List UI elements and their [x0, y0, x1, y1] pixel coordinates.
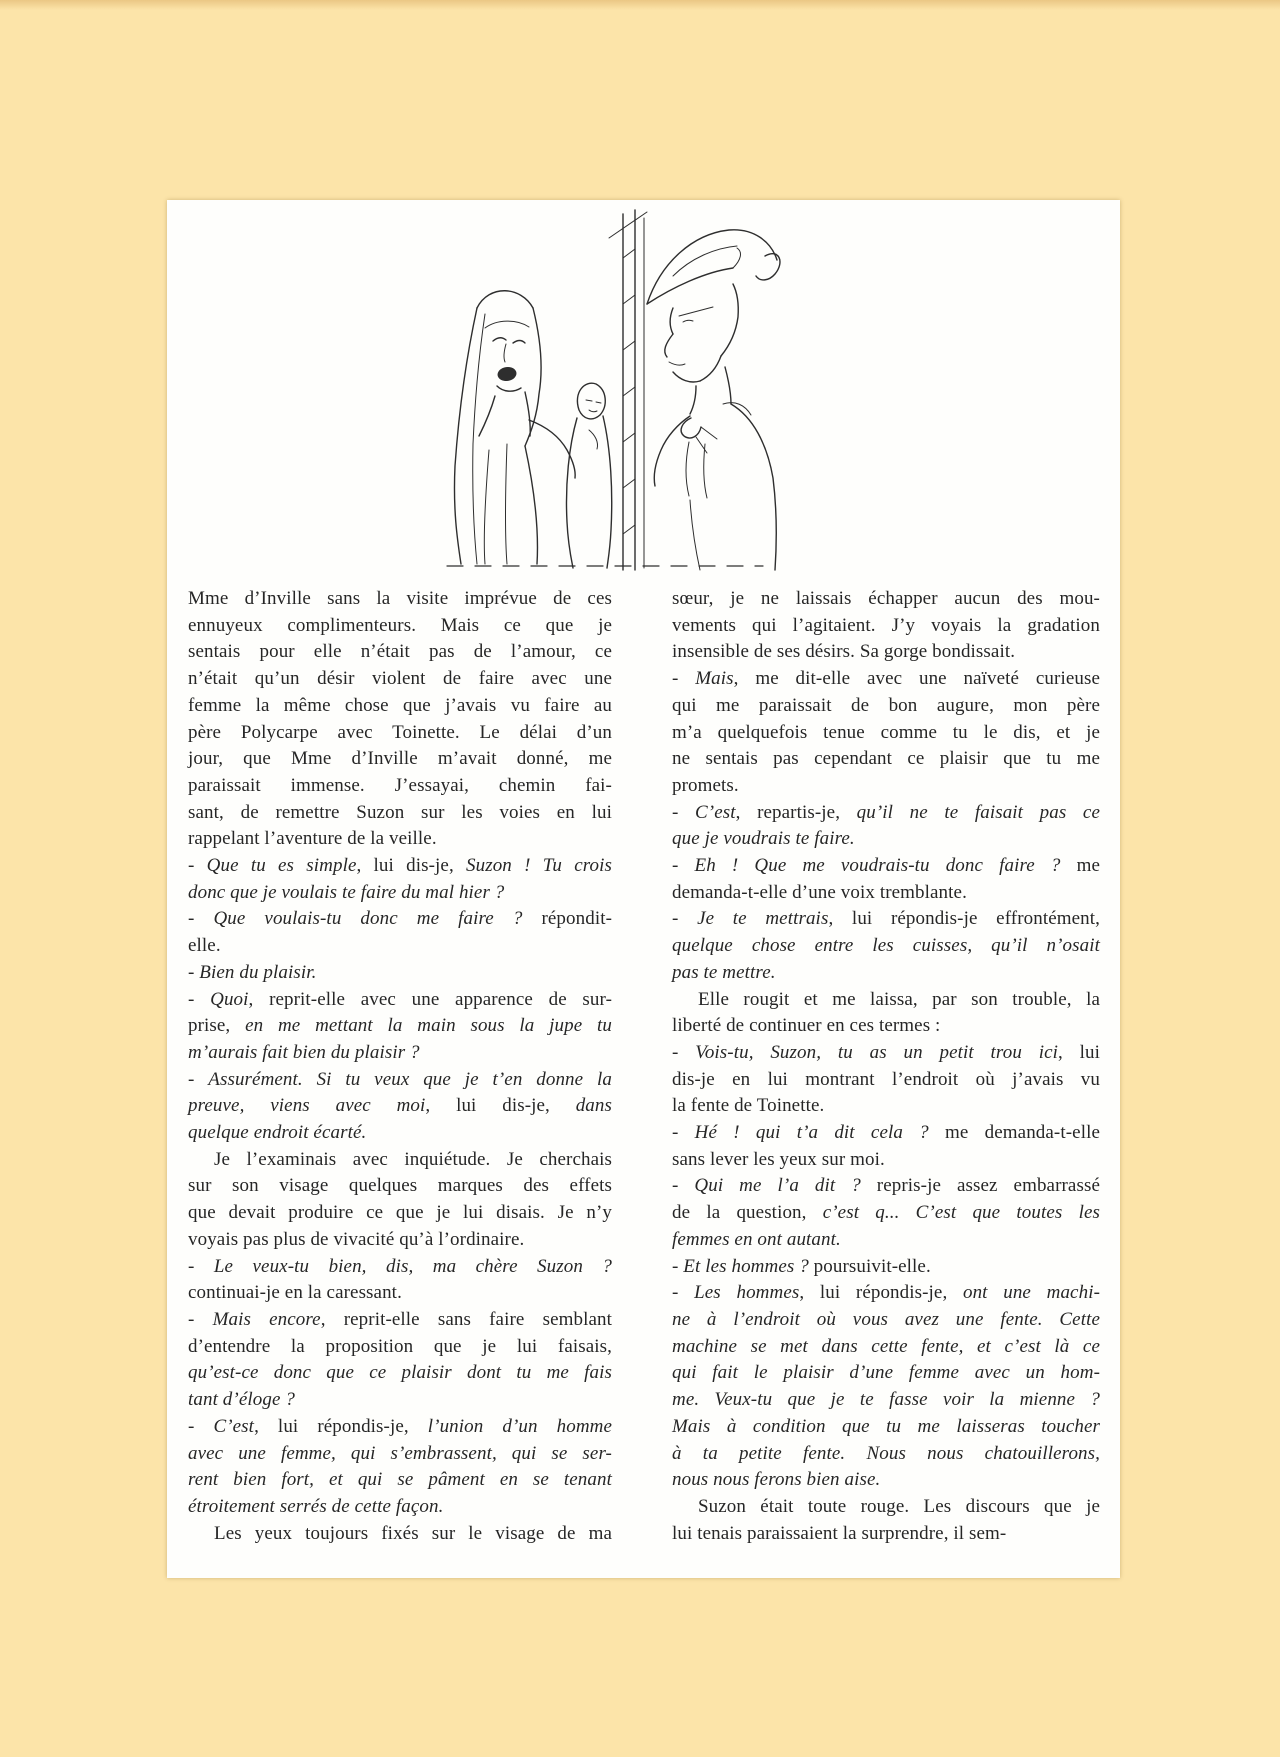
- text-segment: -: [672, 908, 698, 930]
- text-line: [672, 1387, 1100, 1414]
- text-segment: quelque chose entre les cuisses, qu’il n’osait: [672, 935, 1100, 957]
- illustration: [433, 204, 789, 576]
- text-segment: sans lever les yeux sur moi.: [672, 1148, 885, 1170]
- text-segment: -: [672, 1282, 695, 1304]
- text-segment: -: [188, 961, 200, 983]
- text-line: [672, 960, 1100, 987]
- text-segment: qu’est-ce donc que ce plaisir dont tu me fais: [188, 1362, 612, 1384]
- text-segment: femme la même chose que j’avais vu faire au: [188, 694, 612, 716]
- text-line: [672, 1467, 1100, 1494]
- text-segment: Suzon était toute rouge. Les discours que je: [698, 1495, 1100, 1517]
- text-segment: , repartis-je,: [735, 801, 857, 823]
- text-segment: C’est: [695, 801, 736, 823]
- text-segment: liberté de continuer en ces termes :: [672, 1015, 941, 1037]
- text-segment: jour, que Mme d’Inville m’avait donné, me: [188, 748, 612, 770]
- text-line: [672, 906, 1100, 933]
- text-line: [188, 906, 612, 933]
- text-segment: demanda-t-elle d’une voix tremblante.: [672, 881, 967, 903]
- text-segment: de la question,: [672, 1202, 823, 1224]
- text-segment: Vois-tu, Suzon, tu as un petit trou ici: [695, 1041, 1058, 1063]
- text-segment: quelque endroit écarté.: [188, 1122, 367, 1144]
- text-segment: voyais pas plus de vivacité qu’à l’ordinaire.: [188, 1228, 525, 1250]
- text-line: [672, 1013, 1100, 1040]
- text-line: [672, 613, 1100, 640]
- text-segment: -: [188, 855, 207, 877]
- text-segment: Assurément. Si tu veux que je t’en donne la: [208, 1068, 612, 1090]
- text-line: [672, 720, 1100, 747]
- text-line: [188, 853, 612, 880]
- text-segment: , lui dis-je,: [425, 1095, 576, 1117]
- text-segment: Suzon ! Tu crois: [466, 855, 613, 877]
- text-segment: tant d’éloge ?: [188, 1389, 295, 1411]
- text-line: [188, 1254, 612, 1281]
- book-page: [167, 200, 1120, 1578]
- left-column: [188, 586, 612, 1547]
- text-line: [672, 853, 1100, 880]
- text-line: [188, 639, 612, 666]
- text-segment: Les yeux toujours fixés sur le visage de ma: [214, 1522, 612, 1544]
- text-segment: Que voulais-tu donc me faire ?: [213, 908, 542, 930]
- text-segment: ont une machi-: [962, 1282, 1100, 1304]
- text-line: [672, 1360, 1100, 1387]
- text-segment: sur son visage quelques marques des effets: [188, 1175, 612, 1197]
- text-segment: C’est: [213, 1415, 255, 1437]
- text-segment: -: [672, 855, 695, 877]
- text-line: [188, 1441, 612, 1468]
- text-line: [188, 1307, 612, 1334]
- man-figure: [647, 230, 780, 570]
- text-line: [188, 1387, 612, 1414]
- text-segment: , lui dis-je,: [356, 855, 467, 877]
- text-segment: avec une femme, qui s’embrassent, qui se ser-: [188, 1442, 612, 1464]
- text-line: [672, 1414, 1100, 1441]
- text-line: [188, 987, 612, 1014]
- text-segment: femmes en ont autant.: [672, 1228, 841, 1250]
- text-line: [672, 1254, 1100, 1281]
- text-line: [188, 1414, 612, 1441]
- text-line: [188, 1013, 612, 1040]
- text-segment: Et les hommes ?: [683, 1255, 814, 1277]
- scan-top-shade: [0, 0, 1280, 10]
- text-line: [188, 1120, 612, 1147]
- text-line: [188, 1147, 612, 1174]
- text-segment: me demanda-t-elle: [945, 1122, 1100, 1144]
- text-segment: qui me paraissait de bon augure, mon père: [672, 694, 1100, 716]
- text-segment: -: [188, 1068, 209, 1090]
- text-segment: Hé ! qui t’a dit cela ?: [694, 1122, 946, 1144]
- text-segment: continuai-je en la caressant.: [188, 1282, 402, 1304]
- text-line: [672, 773, 1100, 800]
- right-column: [672, 586, 1100, 1547]
- text-line: [188, 1280, 612, 1307]
- text-segment: sœur, je ne laissais échapper aucun des mou-: [672, 588, 1100, 609]
- text-line: [672, 1173, 1100, 1200]
- text-line: [188, 613, 612, 640]
- illustration-drawing: [433, 204, 789, 576]
- text-segment: -: [188, 1415, 214, 1437]
- text-line: [188, 586, 612, 613]
- text-line: [672, 1521, 1100, 1548]
- text-segment: l’union d’un homme: [427, 1415, 612, 1437]
- text-segment: ne à l’endroit où vous avez une fente. Cette: [672, 1308, 1100, 1330]
- text-segment: , lui répondis-je,: [799, 1282, 963, 1304]
- text-segment: sentais pour elle n’était pas de l’amour, ce: [188, 641, 612, 663]
- text-segment: -: [672, 1122, 695, 1144]
- text-line: [188, 1334, 612, 1361]
- text-segment: , lui: [1058, 1041, 1100, 1063]
- text-segment: dis-je en lui montrant l’endroit où j’avais vu: [672, 1068, 1100, 1090]
- text-segment: , reprit-elle avec une apparence de sur-: [248, 988, 612, 1010]
- text-segment: paraissait immense. J’essayai, chemin fai-: [188, 774, 612, 796]
- text-line: [188, 1093, 612, 1120]
- text-segment: , reprit-elle sans faire semblant: [320, 1308, 612, 1330]
- text-line: [188, 1494, 612, 1521]
- text-line: [188, 933, 612, 960]
- text-segment: ne sentais pas cependant ce plaisir que tu me: [672, 748, 1100, 770]
- text-line: [672, 746, 1100, 773]
- text-line: [672, 693, 1100, 720]
- text-segment: elle.: [188, 935, 221, 957]
- text-segment: insensible de ses désirs. Sa gorge bondissait.: [672, 641, 1016, 663]
- text-segment: donc que je voulais te faire du mal hier ?: [188, 881, 505, 903]
- text-segment: vements qui l’agitaient. J’y voyais la gradation: [672, 614, 1100, 636]
- text-segment: Je l’examinais avec inquiétude. Je cherchais: [214, 1148, 612, 1170]
- text-segment: m’a quelquefois tenue comme tu le dis, et je: [672, 721, 1100, 743]
- text-segment: prise,: [188, 1015, 246, 1037]
- text-line: [672, 1441, 1100, 1468]
- text-segment: Bien du plaisir.: [199, 961, 317, 983]
- text-segment: -: [672, 1041, 696, 1063]
- text-segment: m’aurais fait bien du plaisir ?: [188, 1041, 420, 1063]
- text-segment: étroitement serrés de cette façon.: [188, 1495, 444, 1517]
- text-line: [672, 987, 1100, 1014]
- text-line: [672, 1040, 1100, 1067]
- text-line: [188, 1173, 612, 1200]
- text-segment: Je te mettrais: [697, 908, 829, 930]
- text-line: [188, 1227, 612, 1254]
- text-line: [672, 800, 1100, 827]
- text-line: [672, 1307, 1100, 1334]
- text-line: [672, 826, 1100, 853]
- text-line: [188, 1067, 612, 1094]
- text-line: [672, 1147, 1100, 1174]
- text-segment: à ta petite fente. Nous nous chatouillerons,: [672, 1442, 1100, 1464]
- text-line: [188, 720, 612, 747]
- text-line: [672, 1227, 1100, 1254]
- text-segment: machine se met dans cette fente, et c’est là ce: [672, 1335, 1100, 1357]
- text-segment: Mais encore: [212, 1308, 321, 1330]
- text-segment: Qui me l’a dit ?: [694, 1175, 877, 1197]
- text-segment: la fente de Toinette.: [672, 1095, 825, 1117]
- text-line: [672, 1334, 1100, 1361]
- text-line: [188, 880, 612, 907]
- text-segment: -: [188, 988, 211, 1010]
- text-line: [672, 1093, 1100, 1120]
- text-segment: -: [188, 1308, 213, 1330]
- text-line: [188, 960, 612, 987]
- nun-figure: [454, 291, 575, 564]
- text-segment: qu’il ne te faisait pas ce: [856, 801, 1101, 823]
- novice-figure: [566, 383, 611, 568]
- grille-post: [609, 210, 647, 570]
- text-segment: preuve, viens avec moi: [188, 1095, 426, 1117]
- text-segment: que devait produire ce que je lui disais. Je n’y: [188, 1202, 612, 1224]
- text-segment: -: [188, 908, 214, 930]
- text-segment: repris-je assez embarrassé: [876, 1175, 1100, 1197]
- text-segment: , lui répondis-je effrontément,: [828, 908, 1100, 930]
- text-segment: Elle rougit et me laissa, par son trouble, la: [698, 988, 1100, 1010]
- text-line: [672, 880, 1100, 907]
- text-segment: Mme d’Inville sans la visite imprévue de ces: [188, 588, 612, 609]
- text-line: [188, 1521, 612, 1548]
- text-segment: me: [1076, 855, 1100, 877]
- text-segment: ennuyeux complimenteurs. Mais ce que je: [188, 614, 612, 636]
- text-segment: c’est q... C’est que toutes les: [822, 1202, 1100, 1224]
- text-line: [672, 1067, 1100, 1094]
- text-segment: d’entendre la proposition que je lui faisais,: [188, 1335, 612, 1357]
- text-segment: en me mettant la main sous la jupe tu: [245, 1015, 612, 1037]
- text-segment: lui tenais paraissaient la surprendre, il sem-: [672, 1522, 1007, 1544]
- text-segment: Que tu es simple: [206, 855, 357, 877]
- text-segment: sant, de remettre Suzon sur les voies en lui: [188, 801, 612, 823]
- text-line: [188, 1040, 612, 1067]
- text-line: [188, 800, 612, 827]
- text-line: [672, 1200, 1100, 1227]
- text-segment: père Polycarpe avec Toinette. Le délai d’un: [188, 721, 612, 743]
- text-line: [672, 1280, 1100, 1307]
- text-segment: promets.: [672, 774, 739, 796]
- text-segment: n’était qu’un désir violent de faire avec une: [188, 668, 612, 690]
- text-line: [188, 746, 612, 773]
- text-line: [188, 1360, 612, 1387]
- text-segment: que je voudrais te faire.: [672, 828, 855, 850]
- text-line: [672, 1120, 1100, 1147]
- text-segment: Mais à condition que tu me laisseras toucher: [672, 1415, 1100, 1437]
- text-line: [672, 666, 1100, 693]
- text-segment: dans: [575, 1095, 612, 1117]
- text-segment: pas te mettre.: [672, 961, 776, 983]
- text-segment: rent bien fort, et qui se pâment en se tenant: [188, 1469, 612, 1491]
- text-line: [188, 1467, 612, 1494]
- text-segment: nous nous ferons bien aise.: [672, 1469, 881, 1491]
- text-segment: Les hommes: [694, 1282, 800, 1304]
- text-line: [672, 1494, 1100, 1521]
- text-line: [672, 586, 1100, 613]
- text-line: [672, 933, 1100, 960]
- text-segment: -: [672, 1175, 695, 1197]
- text-line: [188, 1200, 612, 1227]
- text-segment: Mais: [695, 668, 734, 690]
- text-line: [188, 826, 612, 853]
- text-segment: -: [188, 1255, 214, 1277]
- text-segment: me. Veux-tu que je te fasse voir la mienne ?: [672, 1389, 1100, 1411]
- text-segment: répondit-: [541, 908, 613, 930]
- text-line: [188, 666, 612, 693]
- text-line: [672, 639, 1100, 666]
- text-segment: poursuivit-elle.: [813, 1255, 931, 1277]
- text-segment: Quoi: [210, 988, 249, 1010]
- text-segment: , me dit-elle avec une naïveté curieuse: [733, 668, 1101, 690]
- text-segment: qui fait le plaisir d’une femme avec un hom-: [672, 1362, 1100, 1384]
- text-segment: Eh ! Que me voudrais-tu donc faire ?: [694, 855, 1077, 877]
- text-segment: -: [672, 668, 696, 690]
- text-line: [188, 693, 612, 720]
- text-segment: rappelant l’aventure de la veille.: [188, 828, 437, 850]
- text-segment: -: [672, 801, 696, 823]
- text-segment: -: [672, 1255, 684, 1277]
- text-segment: Le veux-tu bien, dis, ma chère Suzon ?: [213, 1255, 612, 1277]
- text-line: [188, 773, 612, 800]
- text-segment: , lui répondis-je,: [254, 1415, 428, 1437]
